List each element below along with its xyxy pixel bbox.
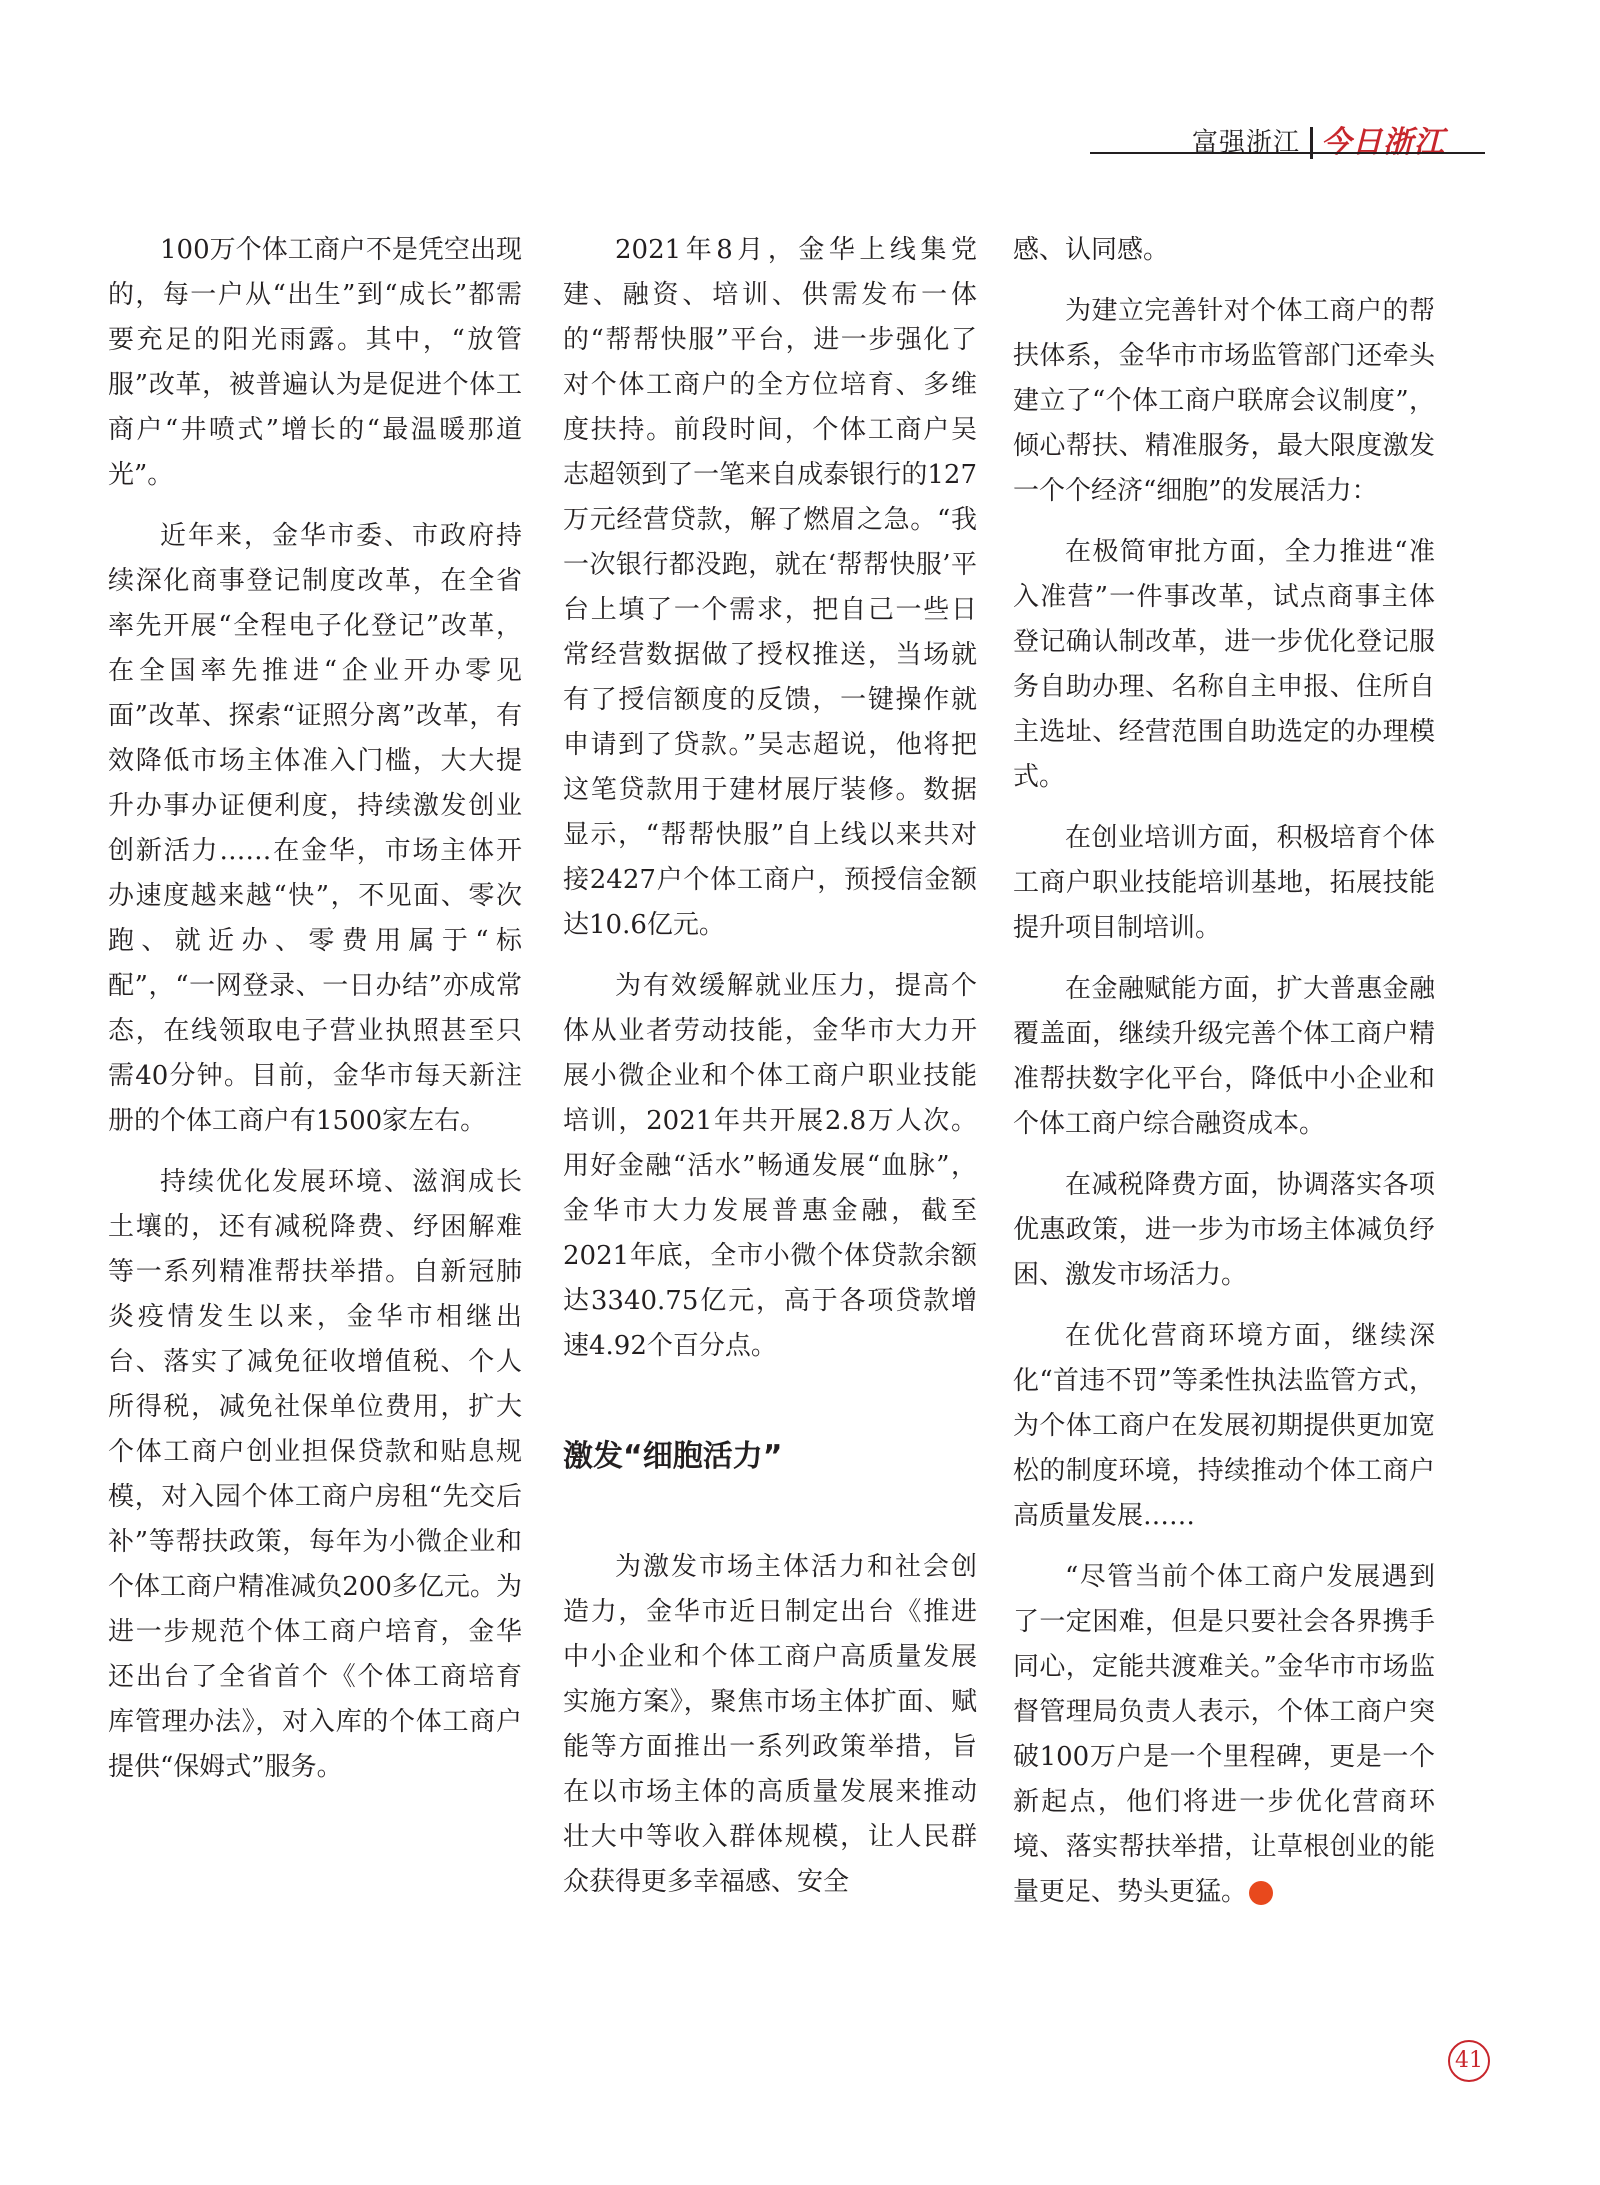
paragraph: 在金融赋能方面，扩大普惠金融覆盖面，继续升级完善个体工商户精准帮扶数字化平台，降低中小企业和个体工商户综合融资成本。 xyxy=(1013,974,1435,1139)
paragraph: 2021年8月，金华上线集党建、融资、培训、供需发布一体的“帮帮快服”平台，进一步强化了对个体工商户的全方位培育、多维度扶持。前段时间，个体工商户吴志超领到了一笔来自成泰银行的127万元经营贷款，解了燃眉之急。“我一次银行都没跑，就在‘帮帮快服’平台上填了一个需求，把自己一些日常经营数据做了授权推送，当场就有了授信额度的反馈，一键操作就申请到了贷款。”吴志超说，他将把这笔贷款用于建材展厅装修。数据显示，“帮帮快服”自上线以来共对接2427户个体工商户，预授信金额达10.6亿元。 xyxy=(563,235,977,940)
header-divider xyxy=(1310,127,1313,159)
magazine-logo: 今日浙江 xyxy=(1321,125,1446,160)
column-3 xyxy=(1013,228,1435,1931)
section-subheading: 激发“细胞活力” xyxy=(563,1439,783,1474)
column-2 xyxy=(563,228,977,1921)
paragraph-continuation: 感、认同感。 xyxy=(1013,235,1170,265)
paragraph: 在优化营商环境方面，继续深化“首违不罚”等柔性执法监管方式，为个体工商户在发展初期提供更加宽松的制度环境，持续推动个体工商户高质量发展…… xyxy=(1013,1321,1435,1531)
paragraph: 在减税降费方面，协调落实各项优惠政策，进一步为市场主体减负纾困、激发市场活力。 xyxy=(1013,1170,1435,1290)
paragraph: 在创业培训方面，积极培育个体工商户职业技能培训基地，拓展技能提升项目制培训。 xyxy=(1013,823,1435,943)
section-name: 富强浙江 xyxy=(1192,128,1301,158)
header-rule xyxy=(1090,152,1485,154)
page-number: 41 xyxy=(1448,2040,1490,2082)
paragraph-final-text: “尽管当前个体工商户发展遇到了一定困难，但是只要社会各界携手同心，定能共渡难关。”金华市市场监督管理局负责人表示，个体工商户突破100万户是一个里程碑，更是一个新起点，他们将进一步优化营商环境、落实帮扶举措，让草根创业的能量更足、势头更猛。 xyxy=(1013,1562,1435,1907)
paragraph: 100万个体工商户不是凭空出现的，每一户从“出生”到“成长”都需要充足的阳光雨露。其中，“放管服”改革，被普遍认为是促进个体工商户“井喷式”增长的“最温暖那道光”。 xyxy=(108,235,522,490)
article-end-icon: 今 xyxy=(1249,1881,1273,1905)
paragraph: 为有效缓解就业压力，提高个体从业者劳动技能，金华市大力开展小微企业和个体工商户职业技能培训，2021年共开展2.8万人次。用好金融“活水”畅通发展“血脉”，金华市大力发展普惠金融，截至2021年底，全市小微个体贷款余额达3340.75亿元，高于各项贷款增速4.92个百分点。 xyxy=(563,971,977,1361)
paragraph: 持续优化发展环境、滋润成长土壤的，还有减税降费、纾困解难等一系列精准帮扶举措。自新冠肺炎疫情发生以来，金华市相继出台、落实了减免征收增值税、个人所得税，减免社保单位费用，扩大个体工商户创业担保贷款和贴息规模，对入园个体工商户房租“先交后补”等帮扶政策，每年为小微企业和个体工商户精准减负200多亿元。为进一步规范个体工商户培育，金华还出台了全省首个《个体工商培育库管理办法》，对入库的个体工商户提供“保姆式”服务。 xyxy=(108,1167,522,1782)
paragraph-final xyxy=(1013,1555,1435,1915)
column-1 xyxy=(108,228,522,1806)
paragraph: 为建立完善针对个体工商户的帮扶体系，金华市市场监管部门还牵头建立了“个体工商户联席会议制度”，倾心帮扶、精准服务，最大限度激发一个个经济“细胞”的发展活力： xyxy=(1013,296,1435,506)
paragraph: 在极简审批方面，全力推进“准入准营”一件事改革，试点商事主体登记确认制改革，进一步优化登记服务自助办理、名称自主申报、住所自主选址、经营范围自助选定的办理模式。 xyxy=(1013,537,1435,792)
paragraph: 为激发市场主体活力和社会创造力，金华市近日制定出台《推进中小企业和个体工商户高质量发展实施方案》，聚焦市场主体扩面、赋能等方面推出一系列政策举措，旨在以市场主体的高质量发展来推动壮大中等收入群体规模，让人民群众获得更多幸福感、安全 xyxy=(563,1552,977,1897)
paragraph: 近年来，金华市委、市政府持续深化商事登记制度改革，在全省率先开展“全程电子化登记”改革，在全国率先推进“企业开办零见面”改革、探索“证照分离”改革，有效降低市场主体准入门槛，大大提升办事办证便利度，持续激发创业创新活力……在金华，市场主体开办速度越来越“快”，不见面、零次跑、就近办、零费用属于“标配”，“一网登录、一日办结”亦成常态，在线领取电子营业执照甚至只需40分钟。目前，金华市每天新注册的个体工商户有1500家左右。 xyxy=(108,521,522,1136)
